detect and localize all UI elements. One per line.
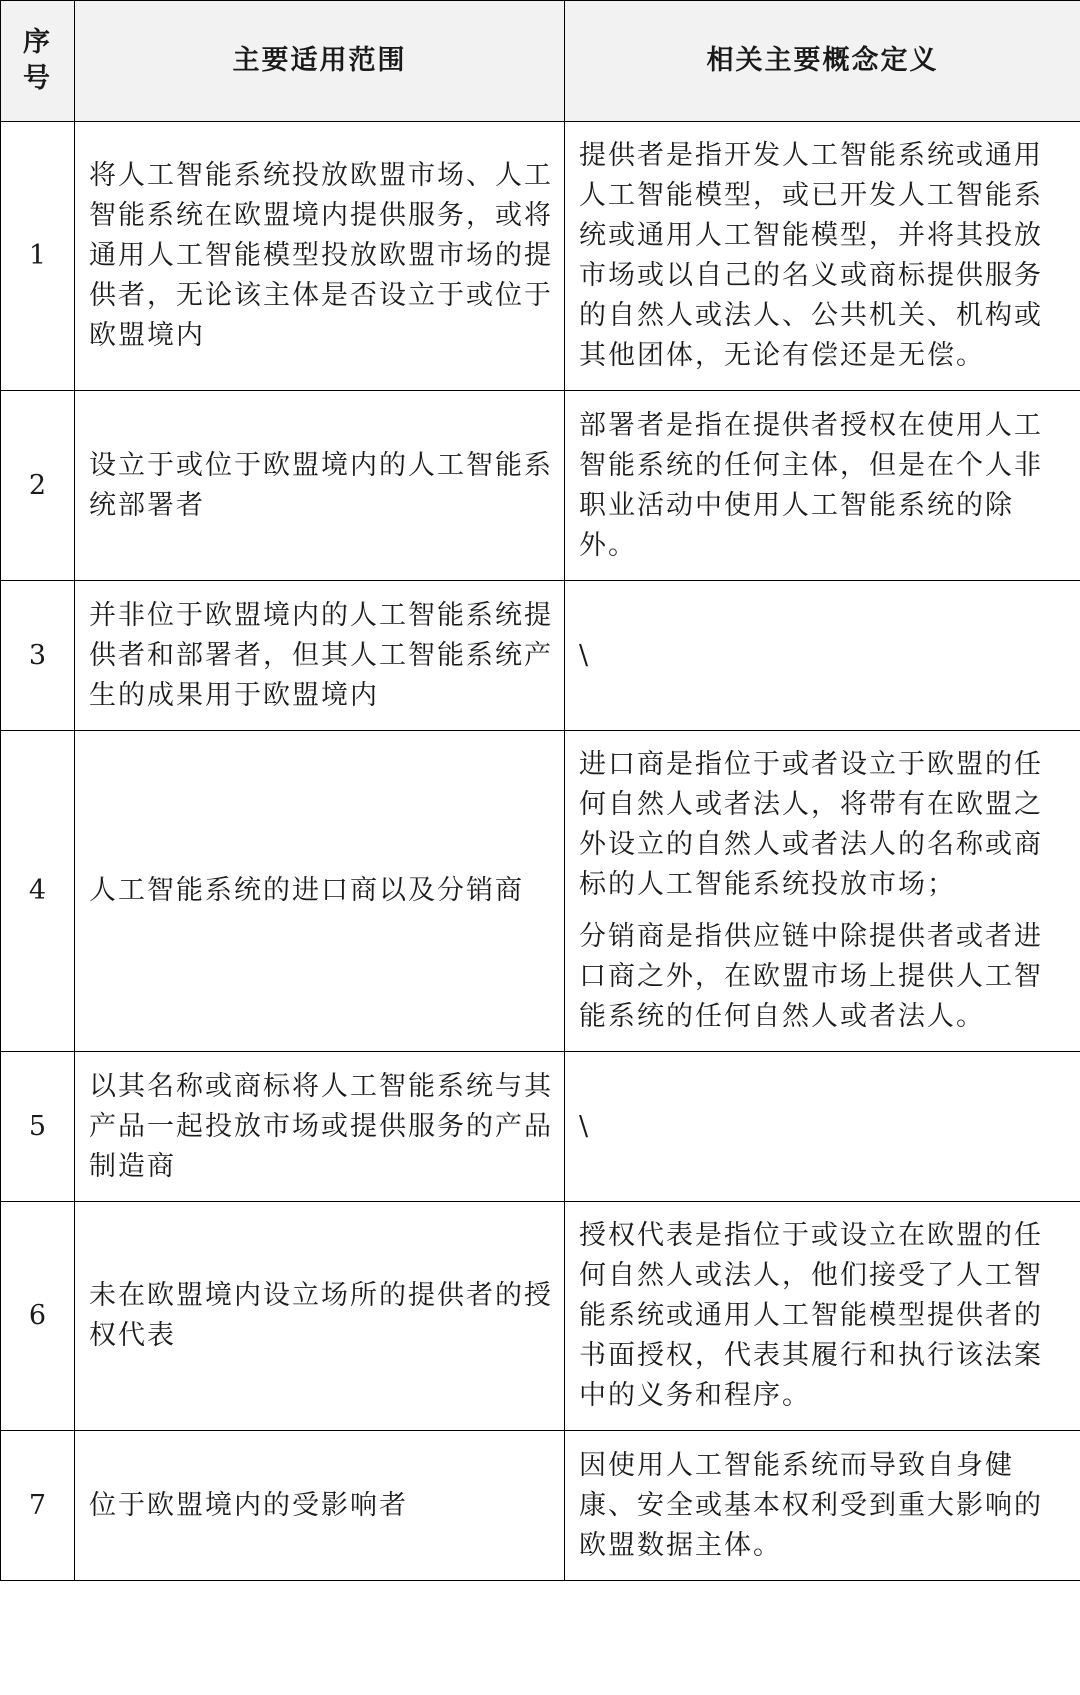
row-definition [565,391,1080,581]
row-number: 1 [1,122,75,391]
row-number: 6 [1,1202,75,1431]
header-number: 序 号 [1,1,75,122]
table-row [1,1202,1080,1431]
header-definition: 相关主要概念定义 [565,1,1080,122]
row-scope: 位于欧盟境内的受影响者 [75,1431,565,1581]
row-definition [565,581,1080,731]
row-definition [565,122,1080,391]
table-header-row [1,1,1080,122]
table-row [1,1431,1080,1581]
definition-text: 授权代表是指位于或设立在欧盟的任何自然人或法人，他们接受了人工智能系统或通用人工智能模型提供者的书面授权，代表其履行和执行该法案中的义务和程序。 [579,1220,1043,1411]
row-definition [565,1202,1080,1431]
row-scope: 人工智能系统的进口商以及分销商 [75,731,565,1052]
row-scope: 设立于或位于欧盟境内的人工智能系统部署者 [75,391,565,581]
definition-text: 分销商是指供应链中除提供者或者进口商之外，在欧盟市场上提供人工智能系统的任何自然人或者法人。 [579,921,1043,1032]
definition-text: 提供者是指开发人工智能系统或通用人工智能模型，或已开发人工智能系统或通用人工智能模型，并将其投放市场或以自己的名义或商标提供服务的自然人或法人、公共机关、机构或其他团体，无论有偿还是无偿。 [579,140,1043,371]
row-scope: 并非位于欧盟境内的人工智能系统提供者和部署者，但其人工智能系统产生的成果用于欧盟境内 [75,581,565,731]
definition-text: \ [579,639,591,671]
row-definition [565,1431,1080,1581]
definition-text: \ [579,1110,591,1142]
row-scope: 将人工智能系统投放欧盟市场、人工智能系统在欧盟境内提供服务，或将通用人工智能模型投放欧盟市场的提供者，无论该主体是否设立于或位于欧盟境内 [75,122,565,391]
row-number: 4 [1,731,75,1052]
row-number: 2 [1,391,75,581]
row-number: 7 [1,1431,75,1581]
row-definition [565,1052,1080,1202]
table-row [1,581,1080,731]
table-row [1,731,1080,1052]
table-row [1,1052,1080,1202]
table-row [1,391,1080,581]
row-scope: 以其名称或商标将人工智能系统与其产品一起投放市场或提供服务的产品制造商 [75,1052,565,1202]
header-scope: 主要适用范围 [75,1,565,122]
row-scope: 未在欧盟境内设立场所的提供者的授权代表 [75,1202,565,1431]
definition-text: 部署者是指在提供者授权在使用人工智能系统的任何主体，但是在个人非职业活动中使用人工智能系统的除外。 [579,409,1043,561]
definition-text: 进口商是指位于或者设立于欧盟的任何自然人或者法人，将带有在欧盟之外设立的自然人或者法人的名称或商标的人工智能系统投放市场； [579,749,1043,900]
row-number: 5 [1,1052,75,1202]
definition-text: 因使用人工智能系统而导致自身健康、安全或基本权利受到重大影响的欧盟数据主体。 [579,1449,1043,1561]
row-definition [565,731,1080,1052]
row-number: 3 [1,581,75,731]
table-row [1,122,1080,391]
